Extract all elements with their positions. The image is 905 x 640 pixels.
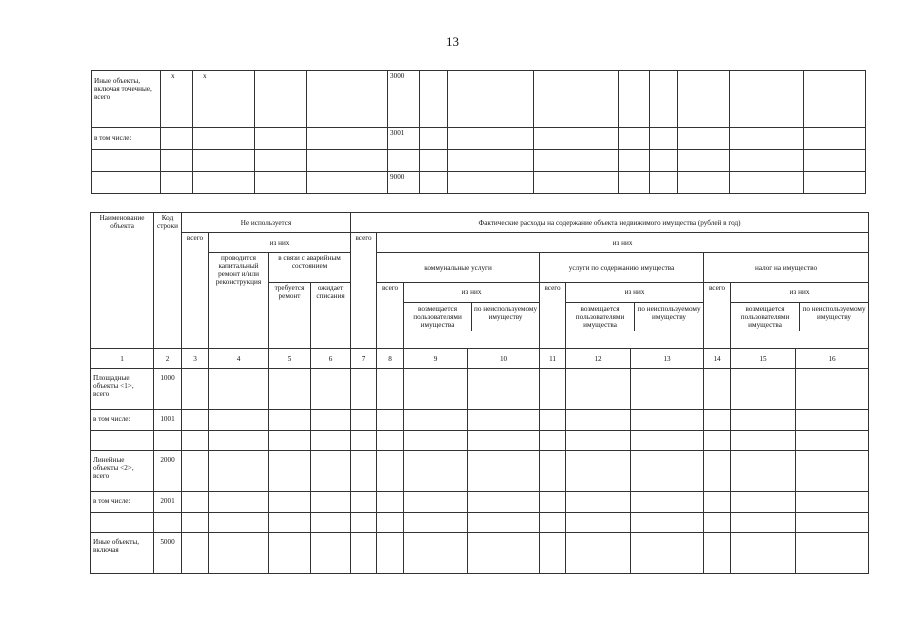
header-maintenance-reimbursed: возмещается пользователями имущества <box>566 303 635 331</box>
table-cell <box>448 150 534 172</box>
header-capital-repair: проводится капитальный ремонт и/или реконструкция <box>209 253 269 349</box>
table-cell <box>377 431 404 451</box>
header-maintenance-total: всего <box>540 283 566 349</box>
header-maintenance-unused: по неиспользуемому имуществу <box>637 305 701 321</box>
header-repair-required: требуется ремонт <box>269 283 311 349</box>
row-code-cell: 1001 <box>154 410 182 431</box>
table-cell <box>311 410 351 431</box>
table-cell <box>678 71 730 128</box>
table-cell <box>193 150 255 172</box>
table-cell <box>420 128 448 150</box>
table-cell <box>311 533 351 574</box>
column-number: 3 <box>182 349 209 369</box>
table-cell <box>619 150 650 172</box>
header-maintenance-of-them: из них <box>566 283 703 303</box>
table-cell <box>678 150 730 172</box>
table-cell <box>534 128 619 150</box>
table-row <box>91 513 869 533</box>
header-maintenance-services: услуги по содержанию имущества <box>540 253 704 283</box>
table-cell <box>209 431 269 451</box>
header-of-them-expenses: из них <box>377 233 869 253</box>
table-cell <box>377 513 404 533</box>
table-cell <box>540 533 566 574</box>
table-cell <box>468 431 540 451</box>
top-table <box>91 70 866 194</box>
table-cell <box>377 451 404 492</box>
row-label-cell: Площадные объекты <1>, всего <box>91 369 154 410</box>
header-awaiting-writeoff: ожидает списания <box>311 283 351 349</box>
table-cell <box>448 128 534 150</box>
table-cell <box>161 172 193 194</box>
table-cell <box>704 369 731 410</box>
table-cell <box>468 369 540 410</box>
table-cell <box>468 451 540 492</box>
table-cell <box>730 150 804 172</box>
table-cell <box>404 451 468 492</box>
row-code-cell <box>154 431 182 451</box>
table-cell <box>182 513 209 533</box>
table-cell <box>377 492 404 513</box>
top-table-row <box>92 71 866 128</box>
table-cell <box>269 431 311 451</box>
table-cell <box>311 369 351 410</box>
table-cell <box>468 513 540 533</box>
table-cell <box>193 172 255 194</box>
row-label-cell: Линейные объекты <2>, всего <box>91 451 154 492</box>
bottom-table <box>90 212 869 574</box>
header-actual-expenses: Фактические расходы на содержание объекта недвижимого имущества (рублей в год) <box>351 213 869 233</box>
table-cell <box>209 410 269 431</box>
table-cell <box>209 492 269 513</box>
header-not-used: Не используется <box>182 213 351 233</box>
header-tax-unused: по неиспользуемому имуществу <box>802 305 866 321</box>
table-cell <box>269 410 311 431</box>
table-cell <box>631 369 704 410</box>
table-cell <box>209 451 269 492</box>
header-utilities: коммунальные услуги <box>377 253 540 283</box>
table-cell <box>311 451 351 492</box>
table-cell <box>678 172 730 194</box>
column-number: 11 <box>540 349 566 369</box>
table-cell <box>678 128 730 150</box>
table-cell <box>566 533 631 574</box>
table-cell <box>631 451 704 492</box>
table-cell <box>307 150 388 172</box>
table-cell <box>796 369 869 410</box>
row-code-cell <box>154 513 182 533</box>
table-row <box>91 431 869 451</box>
table-cell <box>307 71 388 128</box>
table-cell <box>269 533 311 574</box>
table-cell <box>730 71 804 128</box>
table-cell <box>311 431 351 451</box>
table-cell: 3000 <box>388 71 420 128</box>
table-cell <box>619 71 650 128</box>
table-cell <box>468 492 540 513</box>
row-code-cell: 2001 <box>154 492 182 513</box>
table-cell: 9000 <box>388 172 420 194</box>
table-cell <box>796 492 869 513</box>
table-cell <box>351 492 377 513</box>
table-cell <box>566 431 631 451</box>
table-cell <box>704 513 731 533</box>
table-cell <box>182 492 209 513</box>
table-cell <box>255 172 307 194</box>
table-cell <box>307 172 388 194</box>
header-tax-of-them: из них <box>731 283 868 303</box>
table-cell <box>730 172 804 194</box>
row-label-cell <box>92 150 161 172</box>
table-cell <box>731 431 796 451</box>
table-cell: x <box>193 71 255 128</box>
table-cell <box>631 410 704 431</box>
row-label-cell: в том числе: <box>92 128 161 150</box>
top-table-row <box>92 172 866 194</box>
table-cell <box>311 492 351 513</box>
table-cell <box>731 513 796 533</box>
table-cell <box>619 128 650 150</box>
table-cell <box>631 431 704 451</box>
column-number: 4 <box>209 349 269 369</box>
table-cell <box>448 172 534 194</box>
table-cell <box>731 410 796 431</box>
column-number: 7 <box>351 349 377 369</box>
table-cell <box>311 513 351 533</box>
table-cell <box>404 533 468 574</box>
table-cell <box>388 150 420 172</box>
table-row <box>91 533 869 574</box>
table-cell <box>796 451 869 492</box>
table-row <box>91 410 869 431</box>
table-cell <box>540 451 566 492</box>
column-number: 2 <box>154 349 182 369</box>
header-tax-total: всего <box>704 283 731 349</box>
table-cell <box>650 150 678 172</box>
table-cell <box>209 513 269 533</box>
table-cell: x <box>161 71 193 128</box>
row-label-cell: в том числе: <box>91 492 154 513</box>
table-cell <box>420 172 448 194</box>
table-cell <box>182 451 209 492</box>
table-cell <box>209 533 269 574</box>
column-number: 1 <box>91 349 154 369</box>
table-cell <box>534 71 619 128</box>
table-cell <box>351 410 377 431</box>
table-cell <box>704 492 731 513</box>
table-cell <box>540 431 566 451</box>
column-number: 9 <box>404 349 468 369</box>
table-cell <box>182 533 209 574</box>
table-cell <box>161 128 193 150</box>
header-utilities-reimbursed: возмещается пользователями имущества <box>404 303 472 331</box>
table-cell <box>650 172 678 194</box>
table-cell <box>377 369 404 410</box>
row-label-cell: Иные объекты, включая <box>91 533 154 574</box>
row-label-cell: в том числе: <box>91 410 154 431</box>
table-cell <box>269 513 311 533</box>
table-cell <box>731 451 796 492</box>
table-cell <box>650 71 678 128</box>
header-property-tax: налог на имущество <box>704 253 869 283</box>
table-cell <box>540 513 566 533</box>
table-cell <box>534 150 619 172</box>
table-cell <box>307 128 388 150</box>
column-number: 8 <box>377 349 404 369</box>
table-cell <box>731 369 796 410</box>
page-number: 13 <box>446 34 459 49</box>
header-tax-reimbursed: возмещается пользователями имущества <box>731 303 800 331</box>
table-row <box>91 451 869 492</box>
table-cell <box>448 71 534 128</box>
table-cell <box>631 492 704 513</box>
table-cell <box>209 369 269 410</box>
table-cell <box>269 451 311 492</box>
column-number: 5 <box>269 349 311 369</box>
table-cell <box>704 431 731 451</box>
table-cell <box>804 71 866 128</box>
row-code-cell: 5000 <box>154 533 182 574</box>
table-cell <box>404 431 468 451</box>
header-code: Код строки <box>154 213 182 349</box>
table-cell <box>351 513 377 533</box>
column-number: 13 <box>631 349 704 369</box>
table-cell <box>269 369 311 410</box>
table-cell <box>468 533 540 574</box>
table-cell <box>704 533 731 574</box>
table-cell <box>351 431 377 451</box>
table-cell <box>631 513 704 533</box>
column-number: 10 <box>468 349 540 369</box>
table-cell <box>404 513 468 533</box>
table-cell <box>566 492 631 513</box>
table-cell <box>731 492 796 513</box>
table-cell <box>704 410 731 431</box>
top-table-row <box>92 128 866 150</box>
row-label-cell: Иные объекты, включая точечные, всего <box>92 71 161 128</box>
column-number: 15 <box>731 349 796 369</box>
column-number-row <box>91 349 869 369</box>
table-cell <box>404 410 468 431</box>
table-cell <box>730 128 804 150</box>
table-cell <box>650 128 678 150</box>
row-label-cell <box>91 513 154 533</box>
table-cell <box>161 150 193 172</box>
table-cell <box>255 128 307 150</box>
table-cell <box>796 431 869 451</box>
table-cell <box>404 492 468 513</box>
table-cell <box>566 513 631 533</box>
column-number: 14 <box>704 349 731 369</box>
table-cell: 3001 <box>388 128 420 150</box>
table-cell <box>468 410 540 431</box>
column-number: 6 <box>311 349 351 369</box>
table-cell <box>351 451 377 492</box>
row-code-cell: 1000 <box>154 369 182 410</box>
table-cell <box>731 533 796 574</box>
table-cell <box>796 513 869 533</box>
table-cell <box>540 410 566 431</box>
table-cell <box>631 533 704 574</box>
table-cell <box>796 533 869 574</box>
column-number: 16 <box>796 349 869 369</box>
header-utilities-total: всего <box>377 283 404 349</box>
table-cell <box>182 410 209 431</box>
table-cell <box>420 71 448 128</box>
table-cell <box>182 431 209 451</box>
header-of-them-not-used: из них <box>209 233 351 253</box>
table-cell <box>255 71 307 128</box>
header-emergency: в связи с аварийным состоянием <box>269 253 351 283</box>
table-cell <box>566 410 631 431</box>
table-cell <box>540 492 566 513</box>
column-number: 12 <box>566 349 631 369</box>
table-cell <box>804 172 866 194</box>
table-cell <box>193 128 255 150</box>
top-table-row <box>92 150 866 172</box>
table-cell <box>377 410 404 431</box>
table-cell <box>351 533 377 574</box>
table-cell <box>420 150 448 172</box>
header-total-not-used: всего <box>182 233 209 349</box>
table-cell <box>377 533 404 574</box>
table-row <box>91 492 869 513</box>
table-cell <box>566 451 631 492</box>
header-utilities-unused: по неиспользуемому имуществу <box>474 305 538 321</box>
row-label-cell <box>92 172 161 194</box>
table-cell <box>796 410 869 431</box>
header-total-expenses: всего <box>351 233 377 349</box>
table-row <box>91 369 869 410</box>
table-cell <box>351 369 377 410</box>
table-cell <box>404 369 468 410</box>
header-utilities-of-them: из них <box>404 283 539 303</box>
header-name: Наименование объекта <box>91 213 154 349</box>
table-cell <box>619 172 650 194</box>
table-cell <box>704 451 731 492</box>
table-cell <box>269 492 311 513</box>
table-cell <box>566 369 631 410</box>
row-label-cell <box>91 431 154 451</box>
table-cell <box>182 369 209 410</box>
row-code-cell: 2000 <box>154 451 182 492</box>
table-cell <box>540 369 566 410</box>
table-cell <box>804 150 866 172</box>
table-cell <box>804 128 866 150</box>
table-cell <box>534 172 619 194</box>
table-cell <box>255 150 307 172</box>
